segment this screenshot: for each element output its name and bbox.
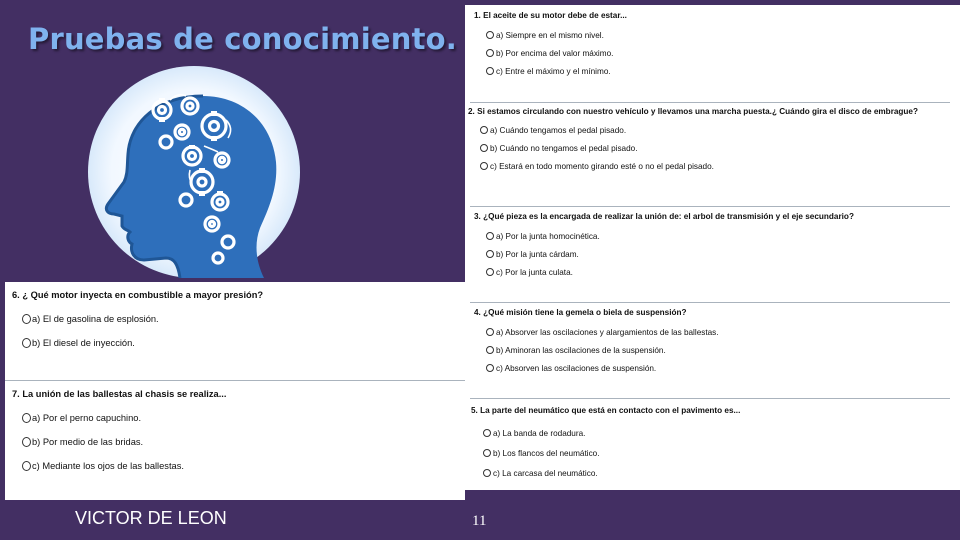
option-label: b) Por medio de las bridas. bbox=[32, 437, 144, 447]
page-number: 11 bbox=[472, 513, 487, 529]
radio-button[interactable] bbox=[483, 449, 491, 457]
option-1c[interactable] bbox=[474, 62, 954, 80]
option-2a[interactable] bbox=[468, 121, 954, 139]
radio-button[interactable] bbox=[486, 31, 494, 39]
divider bbox=[5, 380, 465, 381]
option-3c[interactable] bbox=[474, 263, 954, 281]
option-label: b) Los flancos del neumático. bbox=[493, 448, 600, 458]
question-2 bbox=[468, 107, 954, 175]
radio-button[interactable] bbox=[486, 49, 494, 57]
radio-button[interactable] bbox=[486, 328, 494, 336]
option-1b[interactable] bbox=[474, 44, 954, 62]
option-label: b) El diesel de inyección. bbox=[32, 338, 135, 348]
radio-button[interactable] bbox=[483, 469, 491, 477]
option-1a[interactable] bbox=[474, 26, 954, 44]
radio-button[interactable] bbox=[486, 346, 494, 354]
option-5c[interactable] bbox=[471, 463, 954, 483]
question-7 bbox=[12, 389, 457, 478]
question-title: 2. Si estamos circulando con nuestro vehículo y llevamos una marcha puesta.¿ Cuándo gira el disco de embrague? bbox=[468, 107, 918, 116]
divider bbox=[470, 206, 950, 207]
option-3b[interactable] bbox=[474, 245, 954, 263]
option-label: a) Por la junta homocinética. bbox=[496, 231, 600, 241]
question-title: 7. La unión de las ballestas al chasis se realiza... bbox=[12, 389, 227, 399]
option-7b[interactable] bbox=[12, 430, 457, 454]
question-title: 6. ¿ Qué motor inyecta en combustible a mayor presión? bbox=[12, 290, 264, 300]
radio-button[interactable] bbox=[486, 268, 494, 276]
questions-panel-right bbox=[465, 5, 960, 490]
option-label: a) Siempre en el mismo nivel. bbox=[496, 30, 604, 40]
radio-button[interactable] bbox=[486, 364, 494, 372]
option-6a[interactable] bbox=[12, 307, 457, 331]
option-3a[interactable] bbox=[474, 227, 954, 245]
radio-button[interactable] bbox=[483, 429, 491, 437]
option-label: a) Por el perno capuchino. bbox=[32, 413, 142, 423]
head-with-gears-icon bbox=[88, 66, 300, 278]
radio-button[interactable] bbox=[480, 126, 488, 134]
author-name: VICTOR DE LEON bbox=[75, 508, 227, 528]
option-label: c) Absorven las oscilaciones de suspensión. bbox=[496, 363, 657, 373]
option-label: c) Estará en todo momento girando esté o no el pedal pisado. bbox=[490, 161, 714, 171]
option-7c[interactable] bbox=[12, 454, 457, 478]
question-title: 3. ¿Qué pieza es la encargada de realizar la unión de: el arbol de transmisión y el eje secundario? bbox=[474, 212, 854, 221]
option-4b[interactable] bbox=[474, 341, 954, 359]
radio-button[interactable] bbox=[22, 461, 31, 471]
divider bbox=[470, 102, 950, 103]
question-title: 4. ¿Qué misión tiene la gemela o biela de suspensión? bbox=[474, 308, 687, 317]
question-3 bbox=[474, 212, 954, 281]
question-5 bbox=[471, 406, 954, 483]
question-title: 5. La parte del neumático que está en contacto con el pavimento es... bbox=[471, 406, 741, 415]
option-label: c) Por la junta culata. bbox=[496, 267, 573, 277]
radio-button[interactable] bbox=[22, 314, 31, 324]
radio-button[interactable] bbox=[22, 413, 31, 423]
option-6b[interactable] bbox=[12, 331, 457, 355]
slide-title: Pruebas de conocimiento. bbox=[28, 22, 457, 56]
option-4c[interactable] bbox=[474, 359, 954, 377]
option-label: a) Cuándo tengamos el pedal pisado. bbox=[490, 125, 627, 135]
option-5a[interactable] bbox=[471, 423, 954, 443]
radio-button[interactable] bbox=[486, 67, 494, 75]
option-label: a) La banda de rodadura. bbox=[493, 428, 586, 438]
option-label: b) Aminoran las oscilaciones de la suspensión. bbox=[496, 345, 666, 355]
option-7a[interactable] bbox=[12, 406, 457, 430]
option-4a[interactable] bbox=[474, 323, 954, 341]
option-5b[interactable] bbox=[471, 443, 954, 463]
radio-button[interactable] bbox=[480, 144, 488, 152]
radio-button[interactable] bbox=[486, 232, 494, 240]
radio-button[interactable] bbox=[22, 437, 31, 447]
radio-button[interactable] bbox=[480, 162, 488, 170]
divider bbox=[470, 302, 950, 303]
option-label: b) Por encima del valor máximo. bbox=[496, 48, 614, 58]
divider bbox=[470, 398, 950, 399]
radio-button[interactable] bbox=[486, 250, 494, 258]
question-4 bbox=[474, 308, 954, 377]
option-label: c) Entre el máximo y el mínimo. bbox=[496, 66, 611, 76]
option-label: b) Por la junta cárdam. bbox=[496, 249, 579, 259]
question-title: 1. El aceite de su motor debe de estar... bbox=[474, 11, 627, 20]
option-2b[interactable] bbox=[468, 139, 954, 157]
option-label: b) Cuándo no tengamos el pedal pisado. bbox=[490, 143, 638, 153]
radio-button[interactable] bbox=[22, 338, 31, 348]
option-label: c) La carcasa del neumático. bbox=[493, 468, 598, 478]
option-label: a) Absorver las oscilaciones y alargamientos de las ballestas. bbox=[496, 327, 719, 337]
option-2c[interactable] bbox=[468, 157, 954, 175]
question-6 bbox=[12, 290, 457, 355]
question-1 bbox=[474, 11, 954, 80]
option-label: c) Mediante los ojos de las ballestas. bbox=[32, 461, 184, 471]
questions-panel-left bbox=[5, 282, 465, 500]
option-label: a) El de gasolina de esplosión. bbox=[32, 314, 159, 324]
